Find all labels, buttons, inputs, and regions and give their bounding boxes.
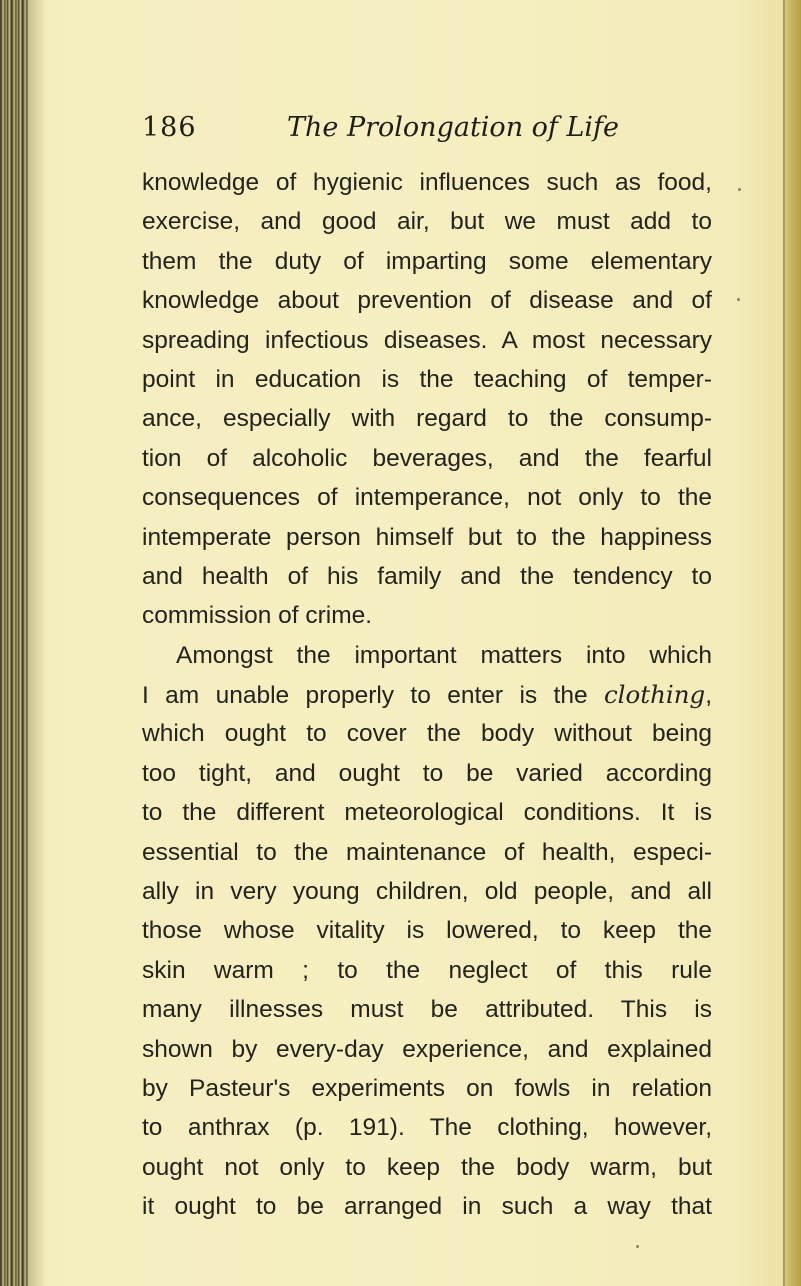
text-line: skin warm ; to the neglect of this rule	[142, 956, 712, 984]
text-segment: ,	[705, 682, 712, 710]
text-line: to anthrax (p. 191). The clothing, however,	[142, 1114, 712, 1142]
page-edge	[785, 0, 801, 1286]
text-line-with-italic	[142, 675, 712, 714]
page-number: 186	[142, 112, 197, 143]
text-line: exercise, and good air, but we must add to	[142, 208, 712, 236]
text-line: them the duty of imparting some elementary	[142, 247, 712, 275]
body-text	[142, 163, 712, 1227]
text-line: many illnesses must be attributed. This is	[142, 996, 712, 1024]
text-line: ance, especially with regard to the consump-	[142, 405, 712, 433]
italic-word: clothing	[603, 680, 706, 710]
text-line: consequences of intemperance, not only to the	[142, 484, 712, 512]
running-title: The Prolongation of Life	[287, 112, 620, 143]
text-line: and health of his family and the tendency to	[142, 562, 712, 590]
text-line: it ought to be arranged in such a way that	[142, 1193, 712, 1221]
text-line: point in education is the teaching of temper-	[142, 365, 712, 393]
text-line: by Pasteur's experiments on fowls in relation	[142, 1074, 712, 1102]
text-line: too tight, and ought to be varied according	[142, 759, 712, 787]
running-header	[142, 112, 722, 152]
text-line: those whose vitality is lowered, to keep the	[142, 917, 712, 945]
text-line: spreading infectious diseases. A most necessary	[142, 326, 712, 354]
paper-speck	[737, 298, 740, 301]
paper-speck	[636, 1245, 639, 1248]
text-line: shown by every-day experience, and explained	[142, 1035, 712, 1063]
binding-shadow	[28, 0, 46, 1286]
text-line: commission of crime.	[142, 602, 373, 630]
paper-speck	[738, 188, 741, 191]
text-line: knowledge about prevention of disease and of	[142, 287, 712, 315]
text-line: ought not only to keep the body warm, but	[142, 1153, 712, 1181]
text-segment: I am unable properly to enter is the	[142, 682, 604, 710]
binding-edge	[0, 0, 28, 1286]
text-line: knowledge of hygienic influences such as food,	[142, 169, 712, 196]
text-line: tion of alcoholic beverages, and the fearful	[142, 444, 712, 472]
text-line: to the different meteorological conditions. It is	[142, 799, 712, 827]
text-line: ally in very young children, old people, and all	[142, 878, 712, 906]
text-line: intemperate person himself but to the happiness	[142, 523, 712, 551]
text-line: Amongst the important matters into which	[176, 641, 712, 669]
text-line: essential to the maintenance of health, especi-	[142, 838, 712, 866]
text-line: which ought to cover the body without being	[142, 720, 712, 748]
